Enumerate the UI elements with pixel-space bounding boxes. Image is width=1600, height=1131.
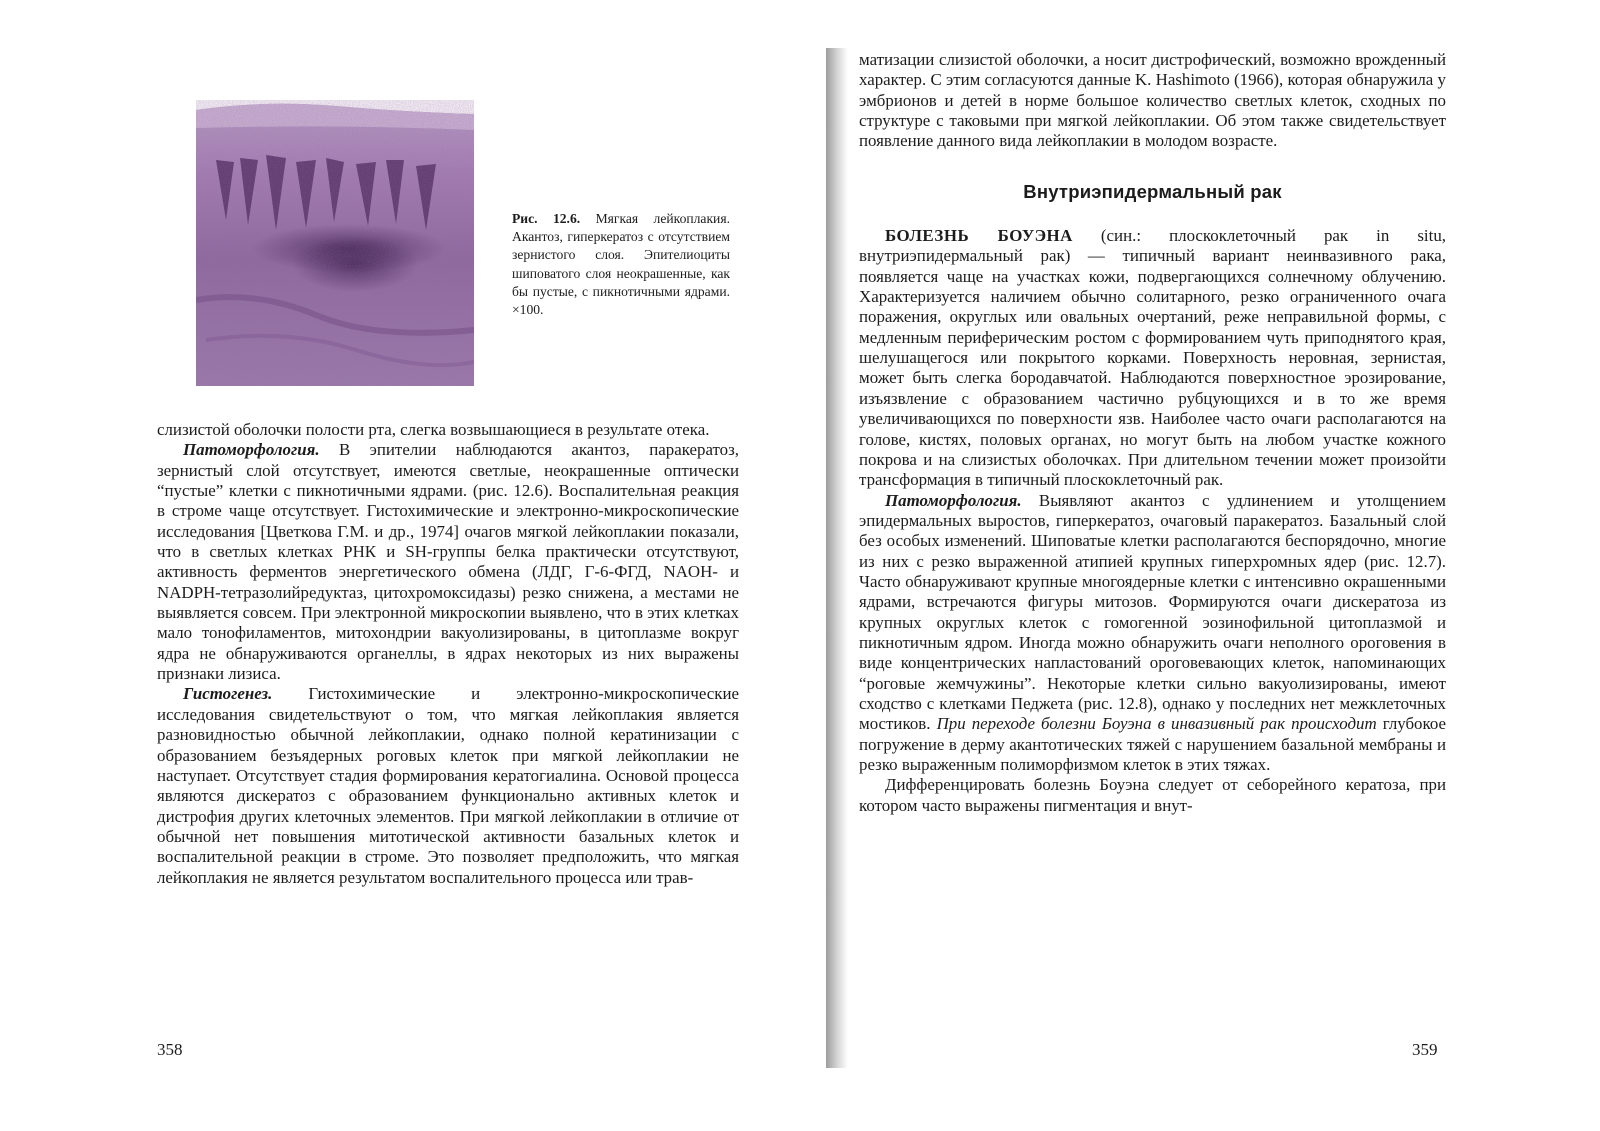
paragraph-text: глубокое погружение в дерму акантотических тяжей с нарушением базальной мембраны и резко выраженным полиморфизмом клеток в этих тяжах. — [859, 714, 1447, 774]
page-number: 358 — [157, 1040, 183, 1059]
paragraph — [859, 226, 1446, 490]
histology-micrograph — [196, 100, 474, 386]
left-body-text — [157, 420, 739, 888]
paragraph: матизации слизистой оболочки, а носит дистрофический, возможно врожденный характер. С этим согласуются данные K. Hashimoto (1966), которая обнаружила у эмбрионов и детей в норме большое количество светлых клеток, сходных по структуре с таковыми при мягкой лейкоплакии. Об этом также свидетельствует появление данного вида лейкоплакии в молодом возрасте. — [859, 50, 1446, 151]
paragraph — [859, 491, 1446, 776]
section-heading: Внутриэпидермальный рак — [1023, 180, 1282, 202]
figure-caption-text: Мягкая лейкоплакия. Акантоз, гиперкератоз с отсутствием зернистого слоя. Эпителиоциты шиповатого слоя неокрашенные, как бы пустые, с пикнотичными ядрами. ×100. — [512, 211, 730, 318]
paragraph-text: Выявляют акантоз с удлинением и утолщением эпидермальных выростов, гиперкератоз, очаговый паракератоз. Базальный слой без особых изменений. Шиповатые клетки располагаются беспорядочно, многие из них с резко выраженной атипией крупных гиперхромных ядер (рис. 12.7). Часто обнаруживают крупные многоядерные клетки с интенсивно окрашенными ядрами, встречаются фигуры митозов. Формируются очаги дискератоза из крупных округлых клеток с гомогенной эозинофильной цитоплазмой и пикнотичным ядром. Иногда можно обнаружить очаги неполного ороговения в виде концентрических напластований ороговевающих клеток, напоминающих “роговые жемчужины”. Некоторые клетки сильно вакуолизированы, имеют сходство с клетками Педжета (рис. 12.8), однако у последних нет межклеточных мостиков. — [859, 490, 1446, 734]
paragraph — [157, 684, 739, 887]
paragraph-text: (син.: плоскоклеточный рак in situ, внутриэпидермальный рак) — типичный вариант неинвазивного рака, появляется чаще на участках кожи, подвергающихся солнечному облучению. Характеризуется наличием обычно солитарного, резко ограниченного очага поражения, округлых или овальных очертаний, реже неправильной формы, с медленным периферическим ростом с формированием чуть приподнятого края, шелушащегося или покрытого корками. Поверхность неровная, зернистая, может быть слегка бородавчатой. Наблюдаются поверхностное эрозирование, изъязвление с образованием частично рубцующихся и в то же время увеличивающихся по поверхности язв. Наиболее часто очаги располагаются на голове, кистях, половых органах, но могут быть на любом участке кожного покрова и на слизистых оболочках. При длительном течении может произойти трансформация в типичный плоскоклеточный рак. — [859, 226, 1446, 490]
term: БОЛЕЗНЬ БОУЭНА — [885, 226, 1073, 246]
italic-text: При переходе болезни Боуэна в инвазивный рак происходит — [936, 714, 1377, 734]
paragraph-text: Гистохимические и электронно-микроскопические исследования свидетельствуют о том, что мягкая лейкоплакия является разновидностью обычной лейкоплакии, однако полной кератинизации с образованием безъядерных роговых клеток при мягкой лейкоплакии не наступает. Отсутствует стадия формирования кератогиалина. Основой процесса являются дискератоз с образованием функционально активных клеток и дистрофия других клеточных элементов. При мягкой лейкоплакии в отличие от обычной нет повышения митотической активности базальных клеток и воспалительной реакции в строме. Это позволяет предположить, что мягкая лейкоплакия не является результатом воспалительного процесса или трав- — [157, 684, 739, 887]
paragraph-text: В эпителии наблюдаются акантоз, паракератоз, зернистый слой отсутствует, имеются светлые, неокрашенные оптически “пустые” клетки с пикнотичными ядрами. (рис. 12.6). Воспалительная реакция в строме чаще отсутствует. Гистохимические и электронно-микроскопические исследования [Цветкова Г.М. и др., 1974] очагов мягкой лейкоплакии показали, что в светлых клетках РНК и SH-группы белка практически отсутствуют, активность ферментов энергетического обмена (ЛДГ, Г-6-ФГД, NAOH- и NADPH-тетразолийредуктаз, цитохромоксидазы) резко снижена, а местами не выявляется совсем. При электронной микроскопии выявлено, что в этих клетках мало тонофиламентов, митохондрии вакуолизированы, в цитоплазме вокруг ядра не обнаруживаются органеллы, в ядрах некоторых из них выражены признаки лизиса. — [157, 440, 739, 684]
figure-caption — [512, 210, 730, 319]
right-body-text — [859, 50, 1446, 816]
paragraph: слизистой оболочки полости рта, слегка возвышающиеся в результате отека. — [157, 420, 710, 439]
paragraph — [157, 440, 739, 684]
right-page — [800, 0, 1600, 1131]
paragraph: Дифференцировать болезнь Боуэна следует от себорейного кератоза, при котором часто выражены пигментация и внут- — [859, 775, 1446, 815]
run-in-heading: Гистогенез. — [183, 684, 273, 704]
run-in-heading: Патоморфология. — [183, 440, 320, 460]
run-in-heading: Патоморфология. — [885, 490, 1022, 510]
figure-caption-label: Рис. 12.6. — [512, 211, 581, 226]
page-number: 359 — [1412, 1040, 1438, 1059]
